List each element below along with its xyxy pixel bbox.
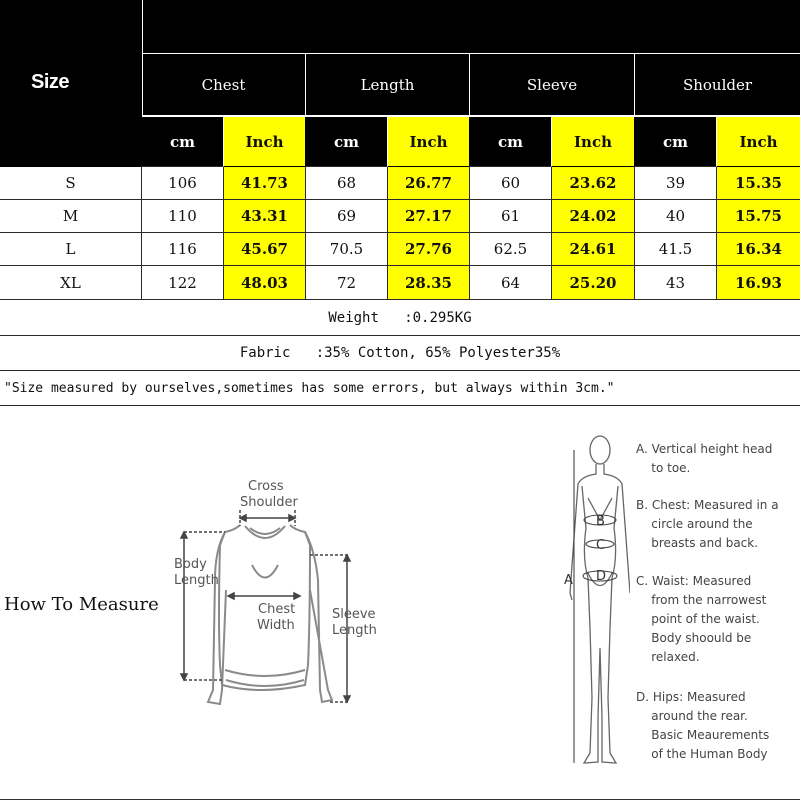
unit-header-chest-inch: Inch [224,117,306,167]
length-cm-value: 68 [306,167,388,200]
shoulder-inch-value: 15.75 [717,200,800,233]
length-cm-value: 69 [306,200,388,233]
body-length-label: Body [174,557,207,572]
sleeve-inch-value: 24.61 [552,233,635,266]
chest-width-label: Width [257,618,295,633]
shoulder-inch-value: 16.93 [717,266,800,300]
unit-header-sleeve-cm: cm [470,117,552,167]
shoulder-inch-value: 16.34 [717,233,800,266]
sleeve-cm-value: 60 [470,167,552,200]
sleeve-cm-value: 64 [470,266,552,300]
length-inch-value: 27.76 [388,233,470,266]
fabric-row: Fabric :35% Cotton, 65% Polyester35% [0,336,800,371]
chest-cm-value: 122 [142,266,224,300]
body-measure-diagram [560,428,630,773]
unit-header-shoulder-cm: cm [635,117,717,167]
body-length-label: Length [174,573,219,588]
shoulder-cm-value: 39 [635,167,717,200]
marker-c: C [596,538,606,553]
row-size-label: L [0,233,142,266]
unit-header-length-cm: cm [306,117,388,167]
shoulder-cm-value: 40 [635,200,717,233]
sleeve-inch-value: 24.02 [552,200,635,233]
chest-cm-value: 116 [142,233,224,266]
chest-inch-value: 45.67 [224,233,306,266]
marker-a: A [564,573,573,588]
measurement-note: "Size measured by ourselves,sometimes has some errors, but always within 3cm." [0,371,800,406]
chest-cm-value: 106 [142,167,224,200]
unit-header-chest-cm: cm [142,117,224,167]
group-header-chest: Chest [142,54,306,116]
chest-inch-value: 43.31 [224,200,306,233]
row-size-label: S [0,167,142,200]
sleeve-length-label: Sleeve [332,607,376,622]
legend-b: B. Chest: Measured in a circle around the breasts and back. [636,498,779,550]
how-to-measure-title: How To Measure [4,594,159,615]
group-header-length: Length [306,54,470,116]
garment-measure-diagram [160,470,390,720]
chest-width-label: Chest [258,602,296,617]
cross-shoulder-label: Cross [248,479,284,494]
length-cm-value: 70.5 [306,233,388,266]
shoulder-inch-value: 15.35 [717,167,800,200]
weight-row: Weight :0.295KG [0,300,800,336]
length-inch-value: 26.77 [388,167,470,200]
unit-header-length-inch: Inch [388,117,470,167]
chest-inch-value: 41.73 [224,167,306,200]
unit-header-shoulder-inch: Inch [717,117,800,167]
chest-inch-value: 48.03 [224,266,306,300]
marker-b: B [596,514,605,529]
group-header-sleeve: Sleeve [470,54,635,116]
legend-d: D. Hips: Measured around the rear. Basic Meaurements of the Human Body [636,690,770,761]
sleeve-inch-value: 25.20 [552,266,635,300]
length-inch-value: 28.35 [388,266,470,300]
cross-shoulder-label: Shoulder [240,495,298,510]
shoulder-cm-value: 41.5 [635,233,717,266]
unit-header-sleeve-inch: Inch [552,117,635,167]
row-size-label: XL [0,266,142,300]
sleeve-inch-value: 23.62 [552,167,635,200]
sleeve-cm-value: 62.5 [470,233,552,266]
length-cm-value: 72 [306,266,388,300]
group-header-shoulder: Shoulder [635,54,800,116]
shoulder-cm-value: 43 [635,266,717,300]
chest-cm-value: 110 [142,200,224,233]
marker-d: D [596,569,607,584]
legend-c: C. Waist: Measured from the narrowest point of the waist. Body shoould be relaxed. [636,574,767,664]
length-inch-value: 27.17 [388,200,470,233]
legend-a: A. Vertical height head to toe. [636,442,773,475]
size-column-header: Size [30,70,70,93]
sleeve-cm-value: 61 [470,200,552,233]
row-size-label: M [0,200,142,233]
sleeve-length-label: Length [332,623,377,638]
